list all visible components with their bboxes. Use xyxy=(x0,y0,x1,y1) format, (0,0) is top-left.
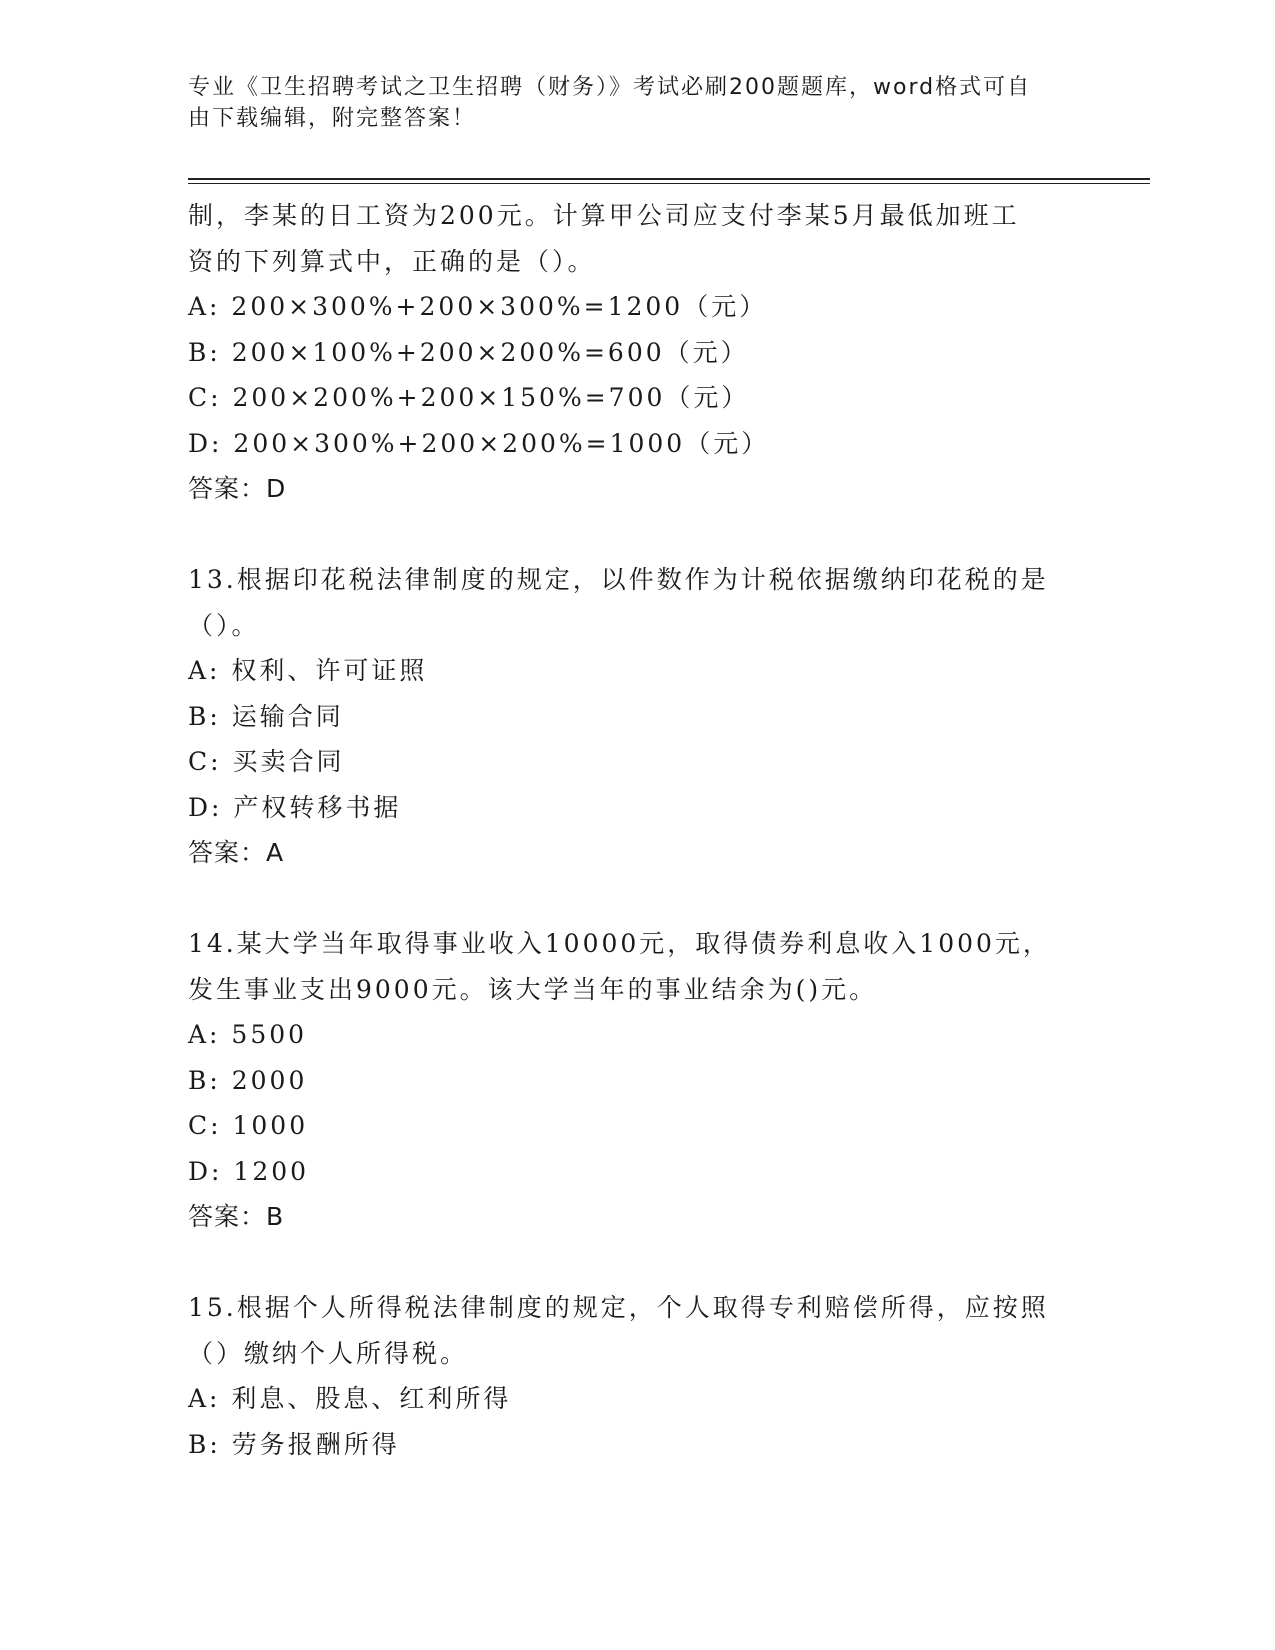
option-b: B: 2000 xyxy=(188,1065,308,1095)
header-divider-thin xyxy=(188,183,1150,184)
option-c: C: 买卖合同 xyxy=(188,747,345,776)
option-d: D: 1200 xyxy=(188,1156,310,1186)
question-stem-line: （）。 xyxy=(188,610,260,640)
option-a: A: 权利、许可证照 xyxy=(188,656,428,685)
option-c: C: 1000 xyxy=(188,1111,309,1140)
option-d: D: 200×300%+200×200%=1000（元） xyxy=(188,428,770,458)
question-stem-line: 13.根据印花税法律制度的规定，以件数作为计税依据缴纳印花税的是 xyxy=(188,565,1049,594)
question-stem-line: （）缴纳个人所得税。 xyxy=(188,1338,469,1368)
question-13 xyxy=(188,557,1088,876)
option-a: A: 5500 xyxy=(188,1020,308,1049)
header-divider-thick xyxy=(188,178,1150,180)
option-a: A: 200×300%+200×300%=1200（元） xyxy=(188,292,768,321)
option-b: B: 200×100%+200×200%=600（元） xyxy=(188,337,749,367)
header-line-1: 专业《卫生招聘考试之卫生招聘（财务）》考试必刷200题题库，word格式可自 xyxy=(188,75,1032,100)
document-header xyxy=(188,72,1088,134)
question-spacer xyxy=(188,512,1088,558)
answer-line: 答案：B xyxy=(188,1202,285,1231)
question-14 xyxy=(188,921,1088,1240)
question-spacer xyxy=(188,876,1088,922)
option-c: C: 200×200%+200×150%=700（元） xyxy=(188,383,750,412)
question-stem-line: 15.根据个人所得税法律制度的规定，个人取得专利赔偿所得，应按照 xyxy=(188,1293,1049,1322)
question-stem-line: 14.某大学当年取得事业收入10000元，取得债券利息收入1000元， xyxy=(188,929,1051,958)
answer-line: 答案：A xyxy=(188,838,285,867)
question-spacer xyxy=(188,1240,1088,1286)
question-12-continued xyxy=(188,193,1088,512)
option-a: A: 利息、股息、红利所得 xyxy=(188,1384,512,1413)
option-d: D: 产权转移书据 xyxy=(188,792,402,822)
question-stem-line: 制，李某的日工资为200元。计算甲公司应支付李某5月最低加班工 xyxy=(188,201,1020,230)
question-stem-line: 资的下列算式中，正确的是（）。 xyxy=(188,246,596,276)
answer-line: 答案：D xyxy=(188,474,287,503)
option-b: B: 劳务报酬所得 xyxy=(188,1429,400,1459)
option-b: B: 运输合同 xyxy=(188,701,344,731)
question-15 xyxy=(188,1285,1088,1467)
header-line-2: 由下载编辑，附完整答案！ xyxy=(188,106,477,131)
question-list xyxy=(188,193,1088,1467)
question-stem-line: 发生事业支出9000元。该大学当年的事业结余为()元。 xyxy=(188,974,878,1004)
